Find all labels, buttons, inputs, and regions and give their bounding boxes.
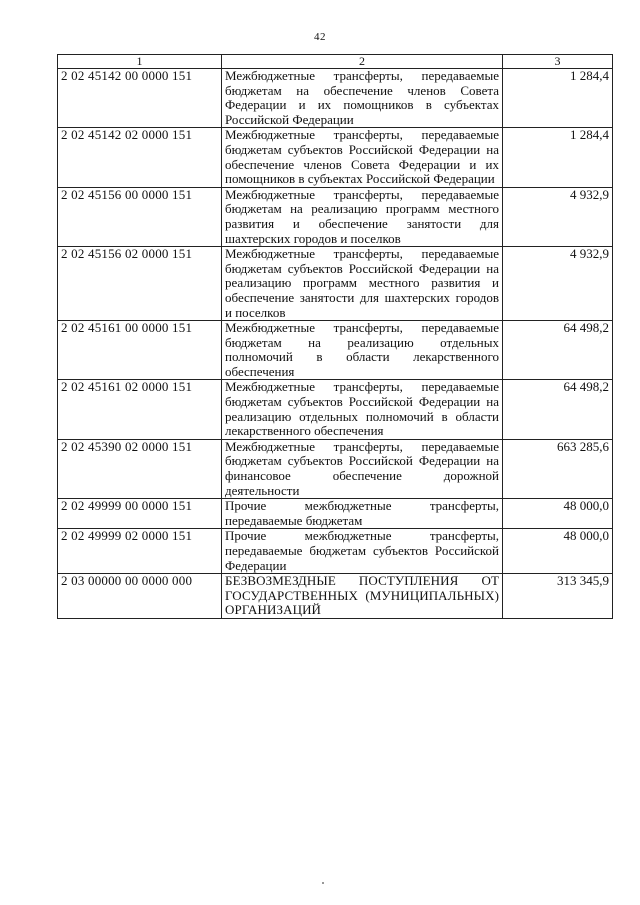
row-amount: 1 284,4: [503, 128, 613, 187]
row-description: Межбюджетные трансферты, передаваемые бюджетам субъектов Российской Федерации на финансовое обеспечение дорожной деятельности: [222, 439, 503, 498]
table-row: [58, 529, 613, 574]
row-amount: 313 345,9: [503, 574, 613, 619]
table-row: [58, 69, 613, 128]
budget-table: [57, 54, 613, 619]
row-amount: 64 498,2: [503, 380, 613, 439]
row-amount: 4 932,9: [503, 187, 613, 246]
table-row: [58, 247, 613, 321]
column-header-description: 2: [222, 55, 503, 69]
row-description: Прочие межбюджетные трансферты, передаваемые бюджетам субъектов Российской Федерации: [222, 529, 503, 574]
budget-code: 2 02 49999 02 0000 151: [58, 529, 222, 574]
budget-code: 2 02 45390 02 0000 151: [58, 439, 222, 498]
budget-code: 2 02 45161 00 0000 151: [58, 321, 222, 380]
budget-code: 2 02 45142 02 0000 151: [58, 128, 222, 187]
row-description: Межбюджетные трансферты, передаваемые бюджетам субъектов Российской Федерации на реализацию отдельных полномочий в области лекарственного обеспечения: [222, 380, 503, 439]
column-header-code: 1: [58, 55, 222, 69]
row-description: Межбюджетные трансферты, передаваемые бюджетам субъектов Российской Федерации на обеспечение членов Совета Федерации и их помощников в субъектах Российской Федерации: [222, 128, 503, 187]
budget-code: 2 02 45156 02 0000 151: [58, 247, 222, 321]
row-description: Межбюджетные трансферты, передаваемые бюджетам на обеспечение членов Совета Федерации и их помощников в субъектах Российской Федерации: [222, 69, 503, 128]
table-row: [58, 128, 613, 187]
row-description: Прочие межбюджетные трансферты, передаваемые бюджетам: [222, 499, 503, 529]
table-row: [58, 499, 613, 529]
table-row: [58, 321, 613, 380]
budget-code: 2 02 49999 00 0000 151: [58, 499, 222, 529]
row-amount: 48 000,0: [503, 499, 613, 529]
row-description: Межбюджетные трансферты, передаваемые бюджетам субъектов Российской Федерации на реализацию программ местного развития и обеспечение занятости для шахтерских городов и поселков: [222, 247, 503, 321]
table-row: [58, 380, 613, 439]
budget-code: 2 02 45161 02 0000 151: [58, 380, 222, 439]
row-amount: 64 498,2: [503, 321, 613, 380]
table-row: [58, 439, 613, 498]
table-row: [58, 574, 613, 619]
row-description: Межбюджетные трансферты, передаваемые бюджетам на реализацию отдельных полномочий в области лекарственного обеспечения: [222, 321, 503, 380]
table-row: [58, 187, 613, 246]
scan-speck: [322, 882, 324, 884]
table-header-row: [58, 55, 613, 69]
page-number: 42: [314, 31, 326, 43]
budget-code: 2 03 00000 00 0000 000: [58, 574, 222, 619]
row-description: Межбюджетные трансферты, передаваемые бюджетам на реализацию программ местного развития и обеспечение занятости для шахтерских городов и поселков: [222, 187, 503, 246]
budget-code: 2 02 45142 00 0000 151: [58, 69, 222, 128]
row-amount: 48 000,0: [503, 529, 613, 574]
row-amount: 1 284,4: [503, 69, 613, 128]
column-header-amount: 3: [503, 55, 613, 69]
row-amount: 4 932,9: [503, 247, 613, 321]
row-amount: 663 285,6: [503, 439, 613, 498]
budget-code: 2 02 45156 00 0000 151: [58, 187, 222, 246]
row-description: БЕЗВОЗМЕЗДНЫЕ ПОСТУПЛЕНИЯ ОТ ГОСУДАРСТВЕННЫХ (МУНИЦИПАЛЬНЫХ) ОРГАНИЗАЦИЙ: [222, 574, 503, 619]
